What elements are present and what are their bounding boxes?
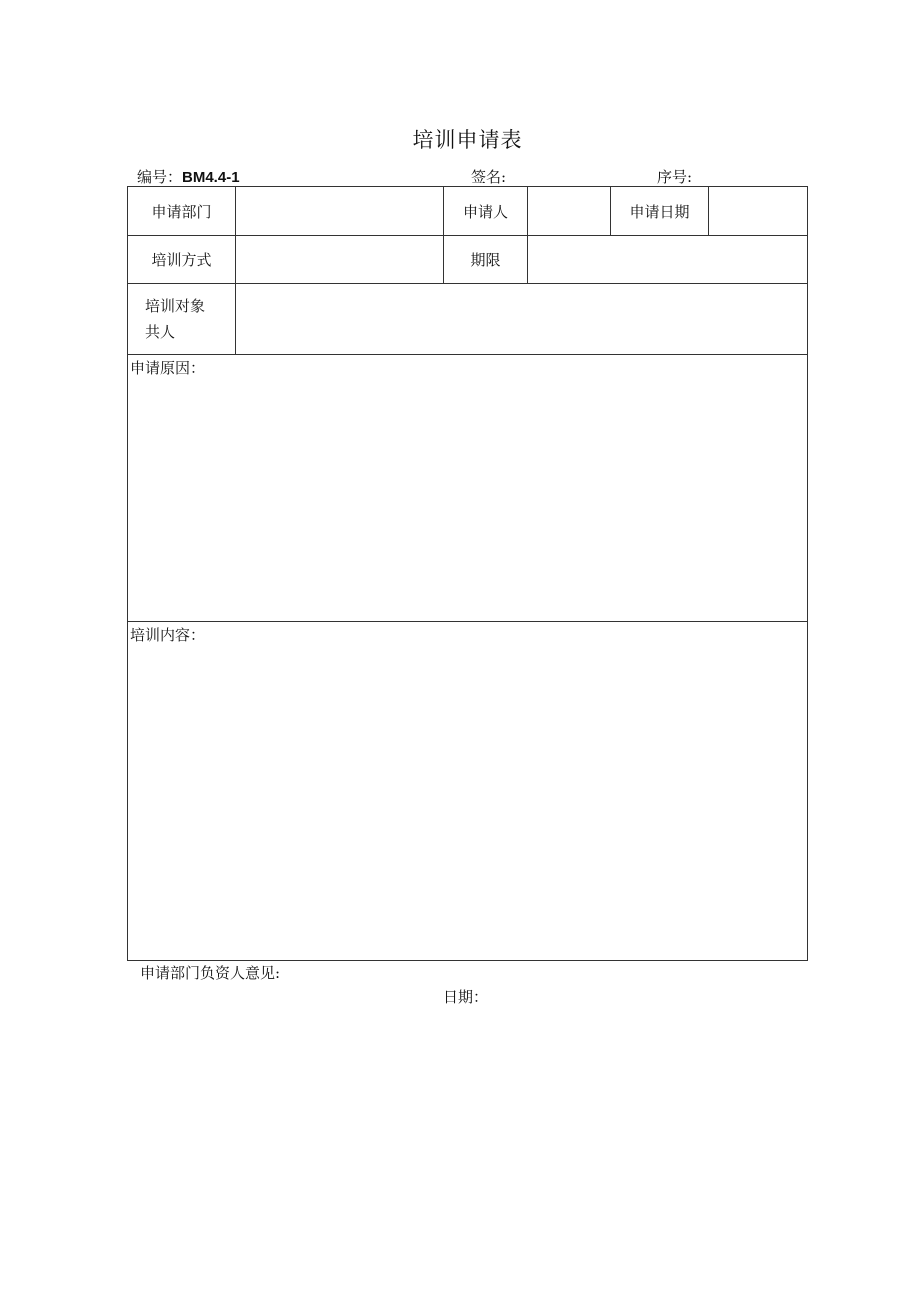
form-row-department (128, 187, 808, 236)
form-title: 培训申请表 (412, 128, 523, 152)
form-row-target (128, 284, 808, 355)
applicant-field[interactable] (528, 187, 611, 236)
department-label: 申请部门 (128, 187, 236, 236)
form-row-reason (128, 355, 808, 622)
department-field[interactable] (236, 187, 444, 236)
form-number-value: BM4.4-1 (182, 169, 240, 186)
signature-label: 签名: (471, 168, 507, 186)
training-target-label (128, 284, 236, 355)
training-content-label: 培训内容： (130, 626, 206, 644)
applicant-label: 申请人 (444, 187, 528, 236)
serial-label: 序号: (657, 168, 693, 186)
footer-date-label: 日期： (443, 988, 489, 1006)
application-reason-area[interactable] (128, 355, 808, 622)
application-reason-label: 申请原因： (130, 359, 206, 377)
application-form-table (127, 186, 808, 961)
period-field[interactable] (528, 236, 808, 284)
training-target-label-line2: 共人 (145, 323, 176, 341)
training-method-field[interactable] (236, 236, 444, 284)
training-method-label: 培训方式 (128, 236, 236, 284)
form-number-label: 编号： (137, 168, 183, 186)
application-date-field[interactable] (709, 187, 808, 236)
form-row-method (128, 236, 808, 284)
training-target-field[interactable] (236, 284, 808, 355)
training-target-label-line1: 培训对象 (145, 297, 206, 315)
form-row-content (128, 622, 808, 961)
application-date-label: 申请日期 (611, 187, 709, 236)
department-head-opinion-label: 申请部门负资人意见: (140, 964, 281, 982)
period-label: 期限 (444, 236, 528, 284)
training-content-area[interactable] (128, 622, 808, 961)
form-number (137, 166, 240, 187)
